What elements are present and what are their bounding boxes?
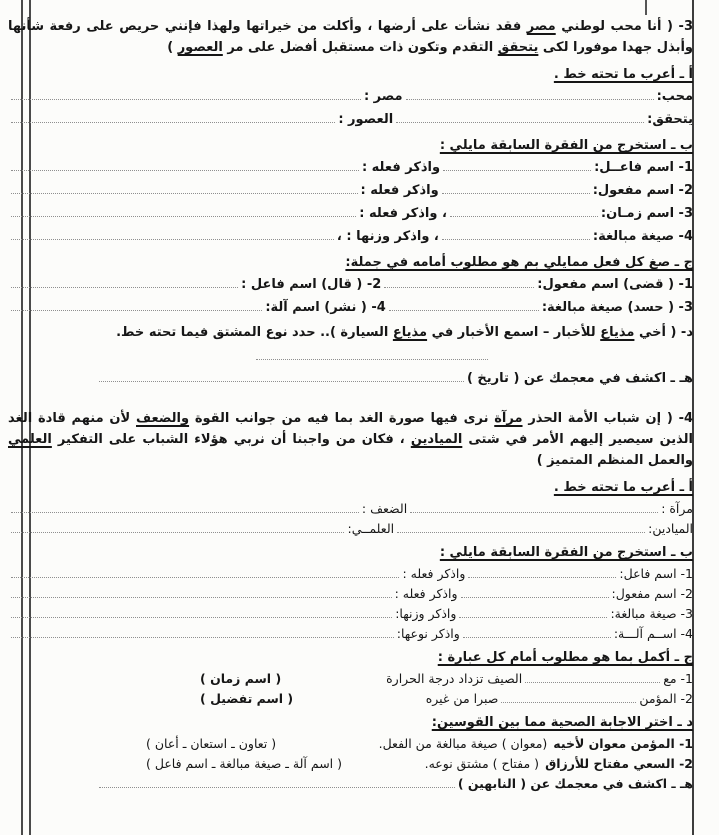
- q4-complete-row: [8, 691, 693, 706]
- answer-line: [443, 159, 591, 171]
- answer-line: [11, 88, 361, 100]
- extract-item-label: 2- اسم مفعول:: [592, 183, 693, 198]
- answer-line: [11, 626, 394, 638]
- q4-section-b-header: ب ـ استخرج من الفقرة السابقة مايلي :: [439, 545, 693, 560]
- q3-section-b-header: ب ـ استخرج من الفقرة السابقة مايلي :: [439, 138, 693, 153]
- q4-irab-row: [8, 521, 693, 536]
- answer-line: [11, 276, 238, 288]
- answer-line: [11, 299, 262, 311]
- answer-line: [450, 205, 598, 217]
- q3-extract-row: [8, 159, 693, 175]
- q3-extract-row: [8, 228, 693, 244]
- answer-line: [11, 205, 356, 217]
- choose-statement-rest: (معوان ) صيغة مبالغة من الفعل.: [378, 736, 548, 751]
- irab-word-label: الضعف :: [361, 501, 408, 516]
- q4-irab-row: [8, 501, 693, 516]
- top-edge-line-fragment: [645, 0, 647, 15]
- q3-section-a-header: أ ـ أعرب ما تحته خط .: [553, 67, 693, 82]
- answer-line: [501, 691, 636, 703]
- q4-section-d-header: د ـ اختر الاجابة الصحية مما بين القوسين:: [431, 715, 693, 730]
- q3-extract-row: [8, 182, 693, 198]
- answer-line: [442, 182, 590, 194]
- q3-paragraph: [8, 16, 693, 58]
- extract-item-sublabel: ، واذكر وزنها : ،: [336, 229, 439, 244]
- extract-item-label: 3- صيغة مبالغة:: [610, 606, 693, 621]
- q4-choose-row: [8, 736, 693, 751]
- q4-extract-row: [8, 586, 693, 601]
- q3-section-d-line: [8, 322, 693, 343]
- q3-underlined-word: يتحقق: [497, 40, 539, 55]
- irab-word-label: مرآة :: [661, 501, 693, 516]
- complete-start-label: 1- مع: [663, 671, 693, 686]
- required-form-paren: ( اسم تفضيل ): [200, 691, 294, 706]
- q4-choose-row: [8, 756, 693, 771]
- dictionary-task-label: هـ ـ اكشف في معجمك عن ( تاريخ ): [466, 371, 693, 386]
- answer-line: [11, 586, 392, 598]
- q3-para-seg: فقد نشأت على أرضها ، وأكلت من خيراتها ولهذا فإنني حريص على رفعة شأنها وأبذل جهدا موفورا لكى: [8, 19, 693, 55]
- answer-line: [11, 566, 399, 578]
- extract-item-label: 1- اسم فاعل:: [619, 566, 693, 581]
- q3-underlined-word: العصور: [177, 40, 223, 55]
- q3-section-e-row: [96, 370, 693, 386]
- answer-line: [11, 606, 392, 618]
- q4-para-seg: والعمل المنظم المتميز ): [536, 453, 693, 468]
- q4-paragraph: [8, 408, 693, 471]
- choose-statement-rest: ( مفتاح ) مشتق نوعه.: [424, 756, 540, 771]
- irab-word-label: الميادين:: [648, 521, 693, 536]
- answer-line: [468, 566, 616, 578]
- extract-item-label: 4- صيغة مبالغة:: [592, 229, 693, 244]
- extract-item-sublabel: واذكر فعله :: [360, 183, 439, 198]
- answer-line: [11, 159, 359, 171]
- choose-statement-bold: 2- السعي مفتاح للأرزاق: [545, 756, 693, 771]
- q3-para-seg: التقدم وتكون ذات مستقبل أفضل على مر: [222, 40, 498, 55]
- q4-para-seg: نرى فيها صورة الغد بما فيه من جوانب القوة: [189, 411, 495, 426]
- q3-d-underlined-word: مذياع: [600, 325, 635, 340]
- q3-d-underlined-word: مذياع: [392, 325, 428, 340]
- required-form-paren: ( اسم زمان ): [200, 671, 282, 686]
- q4-extract-row: [8, 626, 693, 641]
- answer-line: [397, 521, 645, 533]
- extract-item-label: 2- اسم مفعول:: [611, 586, 693, 601]
- extract-item-sublabel: واذكر وزنها:: [395, 606, 457, 621]
- form-item-label: 4- ( نشر) اسم آلة:: [265, 300, 386, 315]
- q3-extract-row: [8, 205, 693, 221]
- complete-rest-text: الصيف تزداد درجة الحرارة: [386, 671, 523, 686]
- answer-line: [99, 776, 455, 788]
- q4-para-seg: لأن منهم قادة الغد الذين سيصير إليهم الأمر في شتى: [8, 411, 693, 447]
- q4-para-seg: ، فكان من واجبنا أن نربي هؤلاء الشباب على التفكير: [51, 432, 411, 447]
- q3-irab-row: [8, 88, 693, 104]
- q3-para-seg: 3- ( أنا محب لوطني: [555, 19, 693, 34]
- irab-word-label: العصور :: [338, 112, 394, 127]
- q3-underlined-word: مصر: [526, 19, 556, 34]
- question-3: [8, 16, 693, 386]
- form-item-label: 1- ( قضى) اسم مفعول:: [537, 277, 693, 292]
- q4-underlined-word: والضعف: [136, 411, 190, 426]
- answer-line: [410, 501, 658, 513]
- answer-line: [11, 521, 344, 533]
- q3-section-c-header: ج ـ صغ كل فعل ممايلي بم هو مطلوب أمامه في جملة:: [345, 255, 693, 270]
- complete-rest-text: صبرا من غيره: [425, 691, 499, 706]
- answer-line: [11, 111, 335, 123]
- form-item-label: 2- ( قال) اسم فاعل :: [241, 277, 382, 292]
- q4-section-e-row: [96, 776, 693, 791]
- q4-section-a-header: أ ـ أعرب ما تحته خط .: [553, 480, 693, 495]
- q4-para-seg: 4- ( إن شباب الأمة الحذر: [522, 411, 694, 426]
- irab-word-label: مصر :: [363, 89, 403, 104]
- extract-item-label: 1- اسم فاعــل:: [594, 160, 693, 175]
- worksheet-content: [8, 16, 693, 796]
- answer-line: [525, 671, 660, 683]
- q3-para-seg: ): [167, 40, 178, 55]
- question-4: [8, 408, 693, 791]
- q3-d-seg: السيارة ).. حدد نوع المشتق فيما تحته خط.: [116, 325, 393, 340]
- extract-item-sublabel: واذكر فعله :: [394, 586, 458, 601]
- extract-item-sublabel: واذكر فعله :: [402, 566, 466, 581]
- choose-options: ( اسم آلة ـ صيغة مبالغة ـ اسم فاعل ): [146, 756, 342, 771]
- answer-line: [99, 370, 464, 382]
- q4-extract-row: [8, 566, 693, 581]
- q3-forms-row: [8, 276, 693, 292]
- answer-line: [11, 501, 359, 513]
- answer-line: [406, 88, 654, 100]
- q4-underlined-word: العلمي: [8, 432, 52, 447]
- irab-word-label: يتحقق:: [647, 112, 693, 127]
- answer-line: [442, 228, 590, 240]
- answer-line: [11, 228, 334, 240]
- q3-irab-row: [8, 111, 693, 127]
- answer-line: [461, 586, 609, 598]
- q3-d-answer-line: [256, 348, 488, 360]
- answer-line: [389, 299, 539, 311]
- answer-line: [463, 626, 611, 638]
- form-item-label: 3- ( حسد) صيغة مبالغة:: [541, 300, 693, 315]
- q4-complete-row: [8, 671, 693, 686]
- extract-item-sublabel: ، واذكر فعله :: [359, 206, 447, 221]
- q4-section-c-header: ج ـ أكمل بما هو مطلوب أمام كل عبارة :: [437, 650, 693, 665]
- answer-line: [459, 606, 607, 618]
- q4-underlined-word: الميادين: [410, 432, 463, 447]
- irab-word-label: العلمــي:: [347, 521, 395, 536]
- extract-item-label: 3- اسم زمـان:: [600, 206, 693, 221]
- q3-d-seg: د- ( أخي: [634, 325, 693, 340]
- answer-line: [11, 182, 358, 194]
- extract-item-sublabel: واذكر فعله :: [361, 160, 441, 175]
- q4-underlined-word: مرآة: [494, 411, 523, 426]
- complete-start-label: 2- المؤمن: [639, 691, 693, 706]
- extract-item-sublabel: واذكر نوعها:: [396, 626, 460, 641]
- answer-line: [396, 111, 644, 123]
- dictionary-task-label: هـ ـ اكشف في معجمك عن ( النابهين ): [457, 776, 693, 791]
- answer-line: [384, 276, 534, 288]
- extract-item-label: 4- اســم آلـــة:: [613, 626, 693, 641]
- choose-options: ( تعاون ـ استعان ـ أعان ): [146, 736, 277, 751]
- choose-statement-bold: 1- المؤمن معوان لأخيه: [553, 736, 693, 751]
- q3-d-seg: للأخبار – اسمع الأخبار في: [427, 325, 601, 340]
- irab-word-label: محب:: [656, 89, 693, 104]
- q3-forms-row: [8, 299, 693, 315]
- q4-extract-row: [8, 606, 693, 621]
